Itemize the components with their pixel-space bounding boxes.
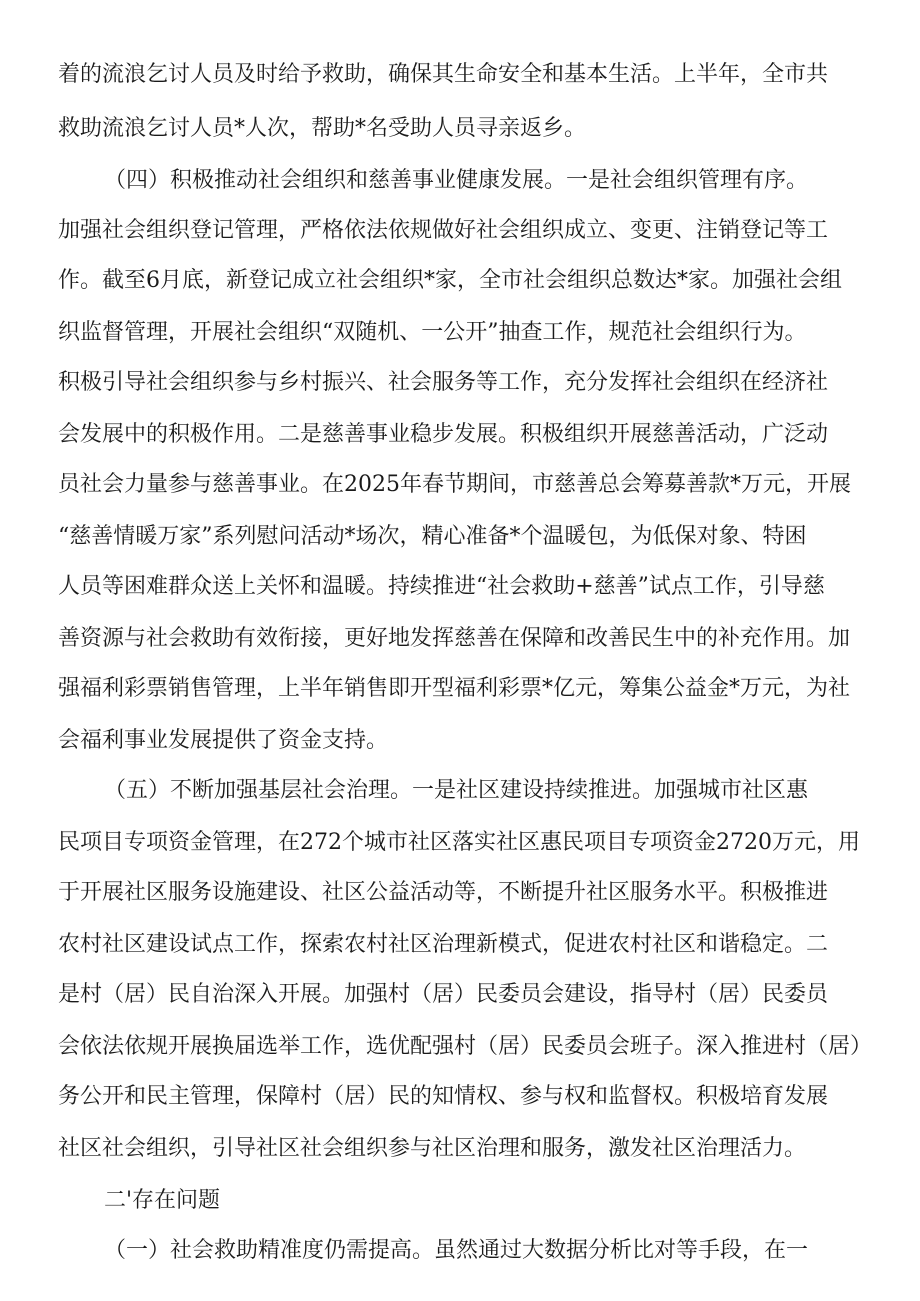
paragraph-line: 织监督管理，开展社会组织“双随机、一公开”抽查工作，规范社会组织行为。 [58, 320, 807, 345]
paragraph-line: 会依法依规开展换届选举工作，选优配强村（居）民委员会班子。深入推进村（居） [58, 1034, 873, 1059]
paragraph-line: 人员等困难群众送上关怀和温暖。持续推进“社会救助+慈善”试点工作，引导慈 [58, 574, 825, 599]
paragraph-line: 救助流浪乞讨人员*人次，帮助*名受助人员寻亲返乡。 [58, 116, 587, 141]
section-heading-four: （四）积极推动社会组织和慈善事业健康发展。一是社会组织管理有序。 [104, 168, 809, 193]
paragraph-line: 着的流浪乞讨人员及时给予救助，确保其生命安全和基本生活。上半年，全市共 [58, 62, 829, 87]
paragraph-line: 民项目专项资金管理，在272个城市社区落实社区惠民项目专项资金2720万元，用 [58, 830, 860, 855]
paragraph-line: 善资源与社会救助有效衔接，更好地发挥慈善在保障和改善民生中的补充作用。加 [58, 626, 851, 651]
paragraph-line: 务公开和民主管理，保障村（居）民的知情权、参与权和监督权。积极培育发展 [58, 1084, 829, 1109]
paragraph-line: 于开展社区服务设施建设、社区公益活动等，不断提升社区服务水平。积极推进 [58, 880, 829, 905]
paragraph-line: 积极引导社会组织参与乡村振兴、社会服务等工作，充分发挥社会组织在经济社 [58, 370, 829, 395]
paragraph-line: 员社会力量参与慈善事业。在2025年春节期间，市慈善总会筹募善款*万元，开展 [58, 472, 851, 497]
paragraph-line: 会发展中的积极作用。二是慈善事业稳步发展。积极组织开展慈善活动，广泛动 [58, 422, 829, 447]
paragraph-line: “慈善情暖万家”系列慰问活动*场次，精心准备*个温暖包，为低保对象、特困 [58, 524, 807, 549]
paragraph-line: 是村（居）民自治深入开展。加强村（居）民委员会建设，指导村（居）民委员 [58, 982, 829, 1007]
paragraph-line: 社区社会组织，引导社区社会组织参与社区治理和服务，激发社区治理活力。 [58, 1136, 807, 1161]
paragraph-line: 强福利彩票销售管理，上半年销售即开型福利彩票*亿元，筹集公益金*万元，为社 [58, 676, 851, 701]
chapter-heading-problems: 二'存在问题 [104, 1188, 221, 1213]
paragraph-line: 作。截至6月底，新登记成立社会组织*家，全市社会组织总数达*家。加强社会组 [58, 268, 842, 293]
paragraph-line: 会福利事业发展提供了资金支持。 [58, 728, 389, 753]
paragraph-line: 农村社区建设试点工作，探索农村社区治理新模式，促进农村社区和谐稳定。二 [58, 932, 829, 957]
paragraph-line: 加强社会组织登记管理，严格依法依规做好社会组织成立、变更、注销登记等工 [58, 218, 829, 243]
section-heading-one: （一）社会救助精准度仍需提高。虽然通过大数据分析比对等手段，在一 [104, 1238, 809, 1263]
section-heading-five: （五）不断加强基层社会治理。一是社区建设持续推进。加强城市社区惠 [104, 778, 809, 803]
